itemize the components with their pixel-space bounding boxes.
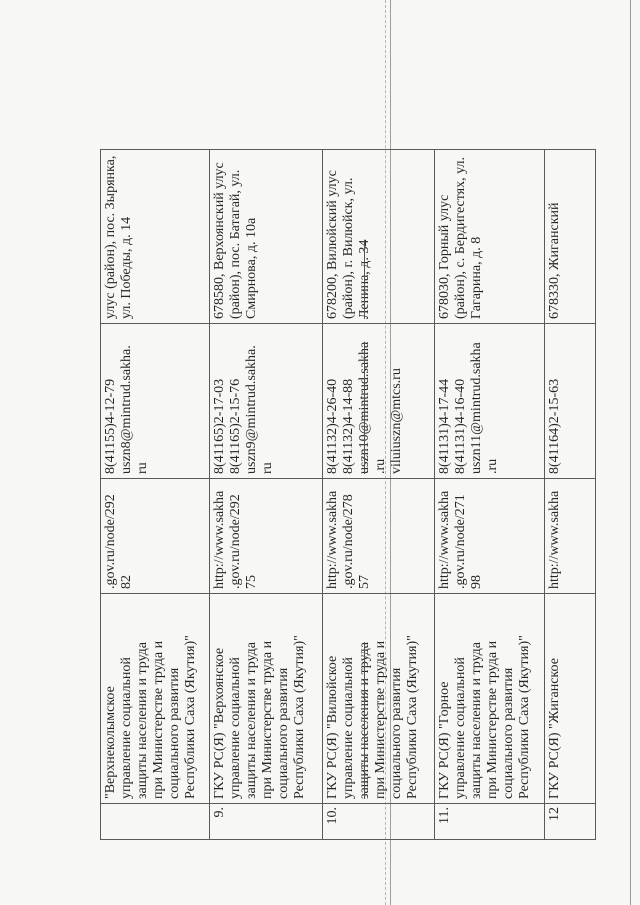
website[interactable]: http://www.sakha .gov.ru/node/271 98 [435,479,545,594]
email-link[interactable]: uszn10@mintrud.sakha [357,341,372,474]
organization-name: ГКУ РС(Я) "Горное управление социальной защиты населения и труда при Министерстве труда и социального развития Республики Саха (Якутия)" [435,594,545,804]
table-row [545,150,596,840]
table-row [101,150,210,840]
phones-email: 8(41165)2-17-03 8(41165)2-15-76 uszn9@mintrud.sakha. ru [210,324,323,479]
address: 678030, Горный улус (район), с. Бердигестях, ул. Гагарина, д. 8 [435,150,545,324]
email-link[interactable]: uszn11@mintrud.sakha [469,342,484,474]
row-number: 10. [323,804,435,840]
rotated-document-page [100,150,595,840]
table-row [435,150,545,840]
email-link[interactable]: uszn8@mintrud.sakha. [119,345,134,474]
row-number: 12 [545,804,596,840]
row-number: 11. [435,804,545,840]
offices-table [100,149,596,840]
address: 678580, Верхоянский улус (район), пос. Батагай, ул. Смирнова, д. 10а [210,150,323,324]
row-number [101,804,210,840]
organization-name: ГКУ РС(Я) "Верхоянское управление социальной защиты населения и труда при Министерстве труда и социального развития Республики Саха (Якутия)" [210,594,323,804]
website[interactable]: http://www.sakha .gov.ru/node/292 75 [210,479,323,594]
phones-email: 8(41164)2-15-63 [545,324,596,479]
email-link[interactable]: uszn9@mintrud.sakha. [244,345,259,474]
organization-name: "Верхнеколымское управление социальной защиты населения и труда при Министерстве труда и социального развития Республики Саха (Якутия)" [101,594,210,804]
address: 678330, Жиганский [545,150,596,324]
address: 678200, Вилюйский улус (район), г. Вилюйск, ул. Ленина, д. 34 [323,150,435,324]
table-row [323,150,435,840]
email-link[interactable]: viluiuszn@mtcs.ru [389,368,404,474]
row-number: 9. [210,804,323,840]
website[interactable]: http://www.sakha [545,479,596,594]
phones-email: 8(41131)4-17-44 8(41131)4-16-40 uszn11@mintrud.sakha .ru [435,324,545,479]
scan-edge [630,0,631,905]
website[interactable]: .gov.ru/node/292 82 [101,479,210,594]
organization-name: ГКУ РС(Я) "Вилюйское управление социальной защиты населения и труда при Министерстве труда и социального развития Республики Саха (Якутия)" [323,594,435,804]
address: улус (район), пос. Зырянка, ул. Победы, д. 14 [101,150,210,324]
organization-name: ГКУ РС(Я) "Жиганское [545,594,596,804]
phones-email: 8(41155)4-12-79 uszn8@mintrud.sakha. ru [101,324,210,479]
table-row [210,150,323,840]
website[interactable]: http://www.sakha .gov.ru/node/278 57 [323,479,435,594]
phones-email: 8(41132)4-26-40 8(41132)4-14-88 uszn10@mintrud.sakha .ru viluiuszn@mtcs.ru [323,324,435,479]
